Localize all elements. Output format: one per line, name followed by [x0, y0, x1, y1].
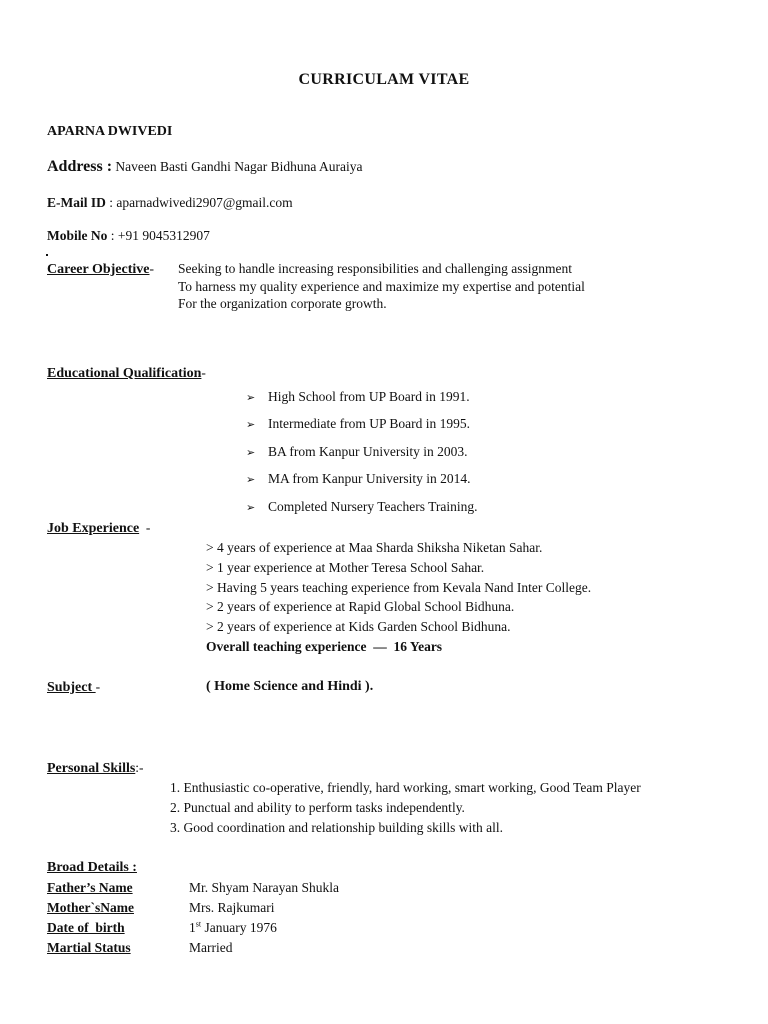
dob-label: Date of birth [47, 920, 125, 935]
address-line [47, 158, 362, 176]
arrow-bullet-icon: ➢ [246, 447, 256, 459]
fathers-name-label: Father’s Name [47, 880, 133, 895]
subject-label: Subject [47, 680, 96, 695]
marital-status-value: Married [189, 940, 233, 955]
dob-day: 1 [189, 920, 196, 935]
education-item [246, 444, 467, 460]
education-item-text: Intermediate from UP Board in 1995. [268, 416, 470, 431]
career-objective-heading [47, 261, 154, 278]
job-experience-label: Job Experience [47, 521, 140, 536]
dob-value [189, 920, 277, 936]
arrow-bullet-icon: ➢ [246, 474, 256, 486]
job-experience-suffix: - [139, 520, 151, 535]
mothers-name-label: Mother`sName [47, 900, 134, 915]
education-item-text: High School from UP Board in 1991. [268, 389, 470, 404]
education-item-text: MA from Kanpur University in 2014. [268, 471, 471, 486]
education-suffix: - [201, 365, 206, 380]
job-experience-item: > Having 5 years teaching experience from Kevala Nand Inter College. [206, 580, 592, 595]
marital-status-label: Martial Status [47, 940, 131, 955]
education-item [246, 389, 470, 405]
personal-skill-item: 3. Good coordination and relationship building skills with all. [170, 820, 503, 835]
email-line [47, 195, 293, 211]
career-objective-line: Seeking to handle increasing responsibilities and challenging assignment [178, 261, 573, 276]
mobile-line [47, 228, 210, 244]
career-objective-suffix: - [149, 261, 154, 276]
personal-skills-heading [47, 760, 144, 777]
education-label: Educational Qualification [47, 366, 202, 381]
stray-dot [46, 254, 48, 256]
arrow-bullet-icon: ➢ [246, 502, 256, 514]
candidate-name: APARNA DWIVEDI [47, 124, 173, 139]
arrow-bullet-icon: ➢ [246, 419, 256, 431]
dob-rest: January 1976 [201, 920, 277, 935]
overall-experience: Overall teaching experience — 16 Years [206, 639, 443, 654]
personal-skills-label: Personal Skills [47, 761, 136, 776]
personal-skills-suffix: :- [135, 760, 144, 775]
career-objective-label: Career Objective [47, 262, 150, 277]
job-experience-item: > 1 year experience at Mother Teresa School Sahar. [206, 560, 485, 575]
education-item [246, 499, 478, 515]
dob-day-suffix: st [195, 919, 202, 929]
personal-skill-item: 2. Punctual and ability to perform tasks independently. [170, 800, 465, 815]
education-item [246, 471, 470, 487]
education-item-text: BA from Kanpur University in 2003. [268, 444, 468, 459]
fathers-name-value: Mr. Shyam Narayan Shukla [189, 880, 339, 895]
address-label: Address : [47, 158, 113, 175]
personal-skill-item: 1. Enthusiastic co-operative, friendly, hard working, smart working, Good Team Player [170, 780, 641, 795]
job-experience-item: > 2 years of experience at Kids Garden School Bidhuna. [206, 619, 511, 634]
address-value: Naveen Basti Gandhi Nagar Bidhuna Auraiya [112, 159, 363, 174]
mothers-name-value: Mrs. Rajkumari [189, 900, 275, 915]
mobile-value: : +91 9045312907 [107, 228, 210, 243]
subject-suffix: - [95, 679, 101, 694]
job-experience-item: > 4 years of experience at Maa Sharda Shiksha Niketan Sahar. [206, 540, 543, 555]
education-item-text: Completed Nursery Teachers Training. [268, 499, 478, 514]
document-title: CURRICULAM VITAE [298, 71, 470, 88]
career-objective-line: To harness my quality experience and maximize my expertise and potential [178, 279, 585, 294]
job-experience-item: > 2 years of experience at Rapid Global School Bidhuna. [206, 599, 515, 614]
subject-value: ( Home Science and Hindi ). [206, 679, 374, 694]
education-item [246, 416, 470, 432]
education-heading [47, 365, 206, 382]
arrow-bullet-icon: ➢ [246, 392, 256, 404]
subject-heading [47, 679, 100, 696]
mobile-label: Mobile No [47, 228, 108, 243]
email-value: : aparnadwivedi2907@gmail.com [105, 195, 293, 210]
career-objective-line: For the organization corporate growth. [178, 296, 387, 311]
job-experience-heading [47, 520, 150, 537]
email-label: E-Mail ID [47, 195, 106, 210]
broad-details-heading: Broad Details : [47, 860, 137, 875]
